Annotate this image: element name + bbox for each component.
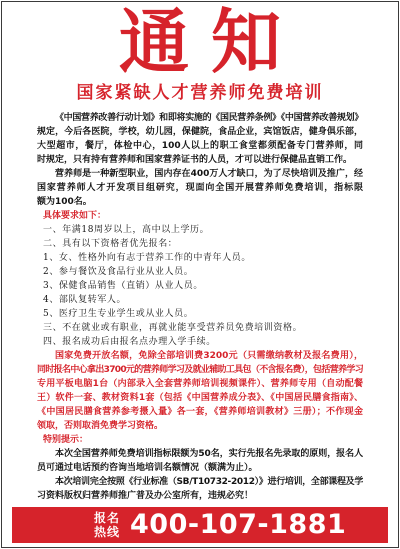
benefits-line: 同时报名中心拿出3700元的营养师学习及就业辅助工具包（不含报名费），包括营养学习 [37, 365, 363, 375]
hotline-number: 400-107-1881 [130, 509, 347, 540]
requirement-item: 二、具有以下资格者优先报名： [43, 239, 178, 249]
requirement-item: 一、年满18周岁以上，高中以上学历。 [43, 225, 210, 235]
hotline-label-top: 报名 [93, 511, 120, 525]
benefits-line: 王）软件一套、教材资料1套（包括《中国营养成分表》、《中国居民膳食指南》、 [37, 393, 363, 403]
hotline-label-bottom: 热线 [93, 525, 120, 539]
benefits-line: 专用平板电脑1台（内部录入全套营养师培训视频课件）、营养师专用（自动配餐 [37, 379, 363, 389]
quota-line: 本次全国营养师免费培训指标限额为50名，实行先报名先录取的原则，报名人 [55, 449, 363, 459]
intro-line: 时规定，只有持有营养师和国家营养证书的人员，才可以进行保健品直销工作。 [37, 155, 353, 165]
notice-subtitle: 国家紧缺人才营养师免费培训 [76, 83, 324, 103]
hotline-bar [12, 507, 388, 543]
requirement-item: 三、不在就业或有职业，再就业能享受营养员免费培训资格。 [43, 323, 303, 333]
standard-line: 本次培训完全按照《行业标准（SB/T10732-2012）》进行培训，全部课程及学 [55, 477, 363, 487]
requirement-item: 四、报名成功后由报名点办理入学手续。 [43, 337, 216, 347]
special-notice-heading: 特别提示： [43, 435, 89, 445]
benefits-line: 《中国居民膳食营养参考摄入量》各一套，《营养师培训教材》三册）；不作现金 [37, 407, 363, 417]
intro-line: 规定，今后各医院，学校，幼儿园，保健院，食品企业，宾馆饭店，健身俱乐部， [37, 127, 363, 137]
intro-line: 大型超市，餐厅，体检中心，100人以上的职工食堂都须配备专门营养师，同 [37, 141, 363, 151]
quota-line: 员可通过电话预约咨询当地培训名额情况（额满为止）。 [37, 463, 258, 473]
notice-title: 通知 [119, 0, 303, 83]
requirement-item: 4、部队复转军人。 [43, 295, 127, 305]
requirement-item: 5、医疗卫生专业学生或从业人员。 [43, 309, 194, 319]
shortage-line: 额为100名。 [37, 197, 92, 207]
requirement-item: 3、保健食品销售（直销）从业人员。 [43, 281, 203, 291]
standard-line: 习资料版权归营养师推广普及办公室所有，违规必究！ [37, 491, 254, 501]
shortage-line: 国家营养师人才开发项目组研究，现面向全国开展营养师免费培训，指标限 [37, 183, 363, 193]
benefits-line: 领取，否则取消免费学习资格。 [37, 421, 164, 431]
requirement-item: 2、参与餐饮及食品行业从业人员。 [43, 267, 194, 277]
intro-line: 《中国营养改善行动计划》和即将实施的《国民营养条例》《中国营养改善规划》 [55, 113, 363, 123]
shortage-line: 营养师是一种新型职业，国内存在400万人才缺口，为了尽快培训及推广，经 [55, 169, 363, 179]
notice-body [37, 111, 363, 503]
requirement-item: 1、女、性格外向有志于营养工作的中青年人员。 [43, 253, 251, 263]
requirements-heading: 具体要求如下： [43, 211, 107, 221]
benefits-line: 国家免费开放名额，免除全部培训费3200元（只需缴纳教材及报名费用）， [55, 351, 363, 361]
